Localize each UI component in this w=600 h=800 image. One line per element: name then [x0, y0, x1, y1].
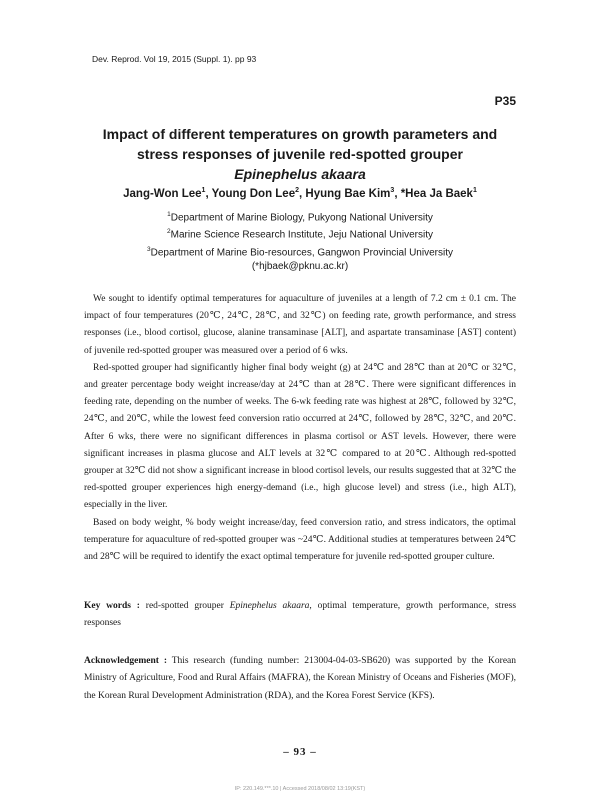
abstract: [84, 291, 516, 566]
affiliation: [60, 225, 540, 242]
keywords: [84, 598, 516, 632]
author-name: Hyung Bae Kim: [305, 187, 391, 200]
author-affil-mark: 3: [390, 187, 395, 194]
author-affil-mark: 2: [295, 187, 300, 194]
affiliation-text: Department of Marine Biology, Pukyong National University: [170, 212, 433, 224]
access-footer: IP: 220.149.***.10 | Accessed 2018/08/02 13:19(KST): [234, 786, 366, 792]
paper-title: [60, 124, 540, 184]
keywords-species: Epinephelus akaara: [229, 601, 310, 611]
author-name: Young Don Lee: [211, 187, 296, 200]
title-line-2: stress responses of juvenile red-spotted grouper: [137, 146, 463, 162]
page-number: – 93 –: [283, 746, 317, 758]
author-name: *Hea Ja Baek: [400, 187, 473, 200]
acknowledgement: [84, 653, 516, 705]
poster-code: P35: [494, 94, 516, 108]
affiliation-text: Department of Marine Bio-resources, Gangwon Provincial University: [150, 246, 453, 258]
corresponding-email: (*hjbaek@pknu.ac.kr): [251, 260, 349, 272]
affiliation: [60, 208, 540, 225]
journal-citation: Dev. Reprod. Vol 19, 2015 (Suppl. 1). pp 93: [92, 54, 257, 64]
abstract-paragraph-2: Red-spotted grouper had significantly higher final body weight (g) at 24℃ and 28℃ than at 20℃ or 32℃, and greater percentage body weight increase/day at 24℃ than at 28℃. There were significant differences in feeding rate, depending on the number of weeks. The 6-wk feeding rate was highest at 28℃, followed by 32℃, 24℃, and 20℃, while the lowest feed conversion ratio occurred at 24℃, followed by 28℃, 32℃, and 20℃. After 6 wks, there were no significant differences in plasma cortisol or AST levels. However, there were significant increases in plasma glucose and ALT levels at 32℃ compared to at 20℃. Although red-spotted grouper at 32℃ did not show a significant increase in blood cortisol levels, our results suggested that at 32℃ the red-spotted grouper experiences high energy-demand (i.e., high glucose level) and stress (i.e., high ALT), especially in the liver.: [84, 362, 516, 511]
author-name: Jang-Won Lee: [123, 187, 202, 200]
author-list: Jang-Won Lee$^1$, Young Don Lee$^2$, Hyung Bae Kim$^3$, *Hea Ja Baek$^1$: [123, 187, 477, 200]
abstract-paragraph-1: We sought to identify optimal temperatures for aquaculture of juveniles at a length of 7.2 cm ± 0.1 cm. The impact of four temperatures (20℃, 24℃, 28℃, and 32℃) on feeding rate, growth performance, and stress responses (i.e., blood cortisol, glucose, alanine transaminase [ALT], and aspartate transaminase [AST] content) of juvenile red-spotted grouper was measured over a period of 6 wks.: [84, 294, 516, 356]
keywords-post: , optimal temperature, growth performance, stress responses: [84, 601, 517, 628]
affiliation-mark: 2: [167, 228, 171, 236]
acknowledgement-label: Acknowledgement :: [84, 656, 167, 666]
affiliation-mark: 3: [147, 245, 151, 253]
affiliation-text: Marine Science Research Institute, Jeju National University: [170, 229, 433, 241]
affiliation-list: [60, 208, 540, 274]
acknowledgement-text: This research (funding number: 213004-04-03-SB620) was supported by the Korean Ministry of Agriculture, Food and Rural Affairs (MAFRA), the Korean Ministry of Oceans and Fisheries (MOF), the Korean Rural Development Administration (RDA), and the Korea Forest Service (KFS).: [84, 656, 516, 701]
affiliation: [60, 243, 540, 260]
affiliation-mark: 1: [167, 211, 171, 218]
author-affil-mark: 1: [472, 187, 477, 194]
title-species: Epinephelus akaara: [234, 166, 366, 182]
keywords-pre: red-spotted grouper: [139, 601, 230, 611]
keywords-label: Key words :: [84, 601, 140, 611]
title-line-1: Impact of different temperatures on growth parameters and: [102, 126, 498, 142]
abstract-paragraph-3: Based on body weight, % body weight increase/day, feed conversion ratio, and stress indicators, the optimal temperature for aquaculture of red-spotted grouper was ~24℃. Additional studies at temperatures between 24℃ and 28℃ will be required to identify the exact optimal temperature for juvenile red-spotted grouper culture.: [84, 517, 516, 563]
author-affil-mark: 1: [201, 187, 206, 194]
